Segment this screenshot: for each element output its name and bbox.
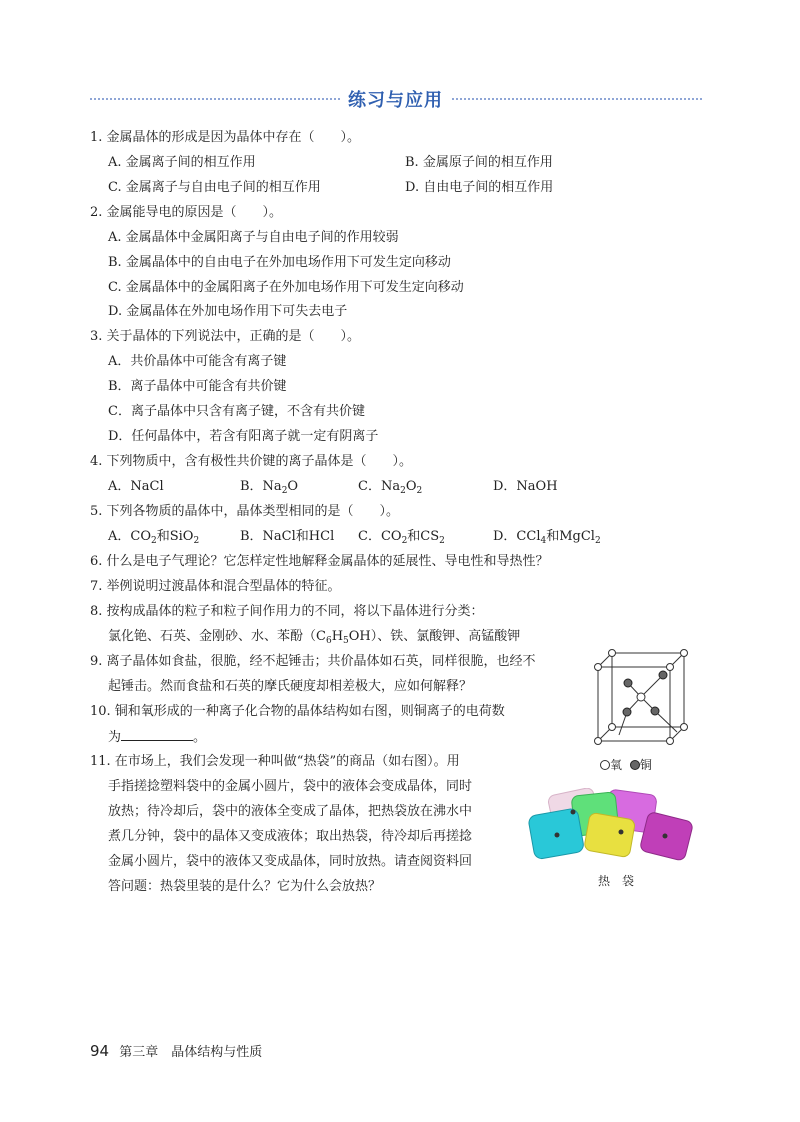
header-dotted-rule-left <box>90 98 340 100</box>
q3-option-b: B．离子晶体中可能含有共价键 <box>108 379 287 394</box>
legend-copper-label: 铜 <box>639 758 652 772</box>
page-footer <box>90 1041 262 1060</box>
q11-line-1: 11. 在市场上，我们会发现一种叫做“热袋”的商品（如右图）。用 <box>90 754 460 769</box>
q11-line-5: 金属小圆片，袋中的液体又变成晶体，同时放热。请查阅资料回 <box>108 854 473 869</box>
q1-option-a: A. 金属离子间的相互作用 <box>108 155 256 170</box>
q11-line-2: 手指搓捻塑料袋中的金属小圆片，袋中的液体会变成晶体，同时 <box>108 779 473 794</box>
q2-option-b: B. 金属晶体中的自由电子在外加电场作用下可发生定向移动 <box>108 255 451 270</box>
q1-option-d: D. 自由电子间的相互作用 <box>405 180 554 195</box>
q10-line-2: 为 。 <box>108 730 207 745</box>
q5-option-b: B．NaCl和HCl <box>240 529 335 544</box>
heat-bags-figure <box>525 788 715 888</box>
q3-option-d: D．任何晶体中，若含有阳离子就一定有阴离子 <box>108 429 379 444</box>
section-title: 练习与应用 <box>348 90 443 111</box>
q2-stem: 2. 金属能导电的原因是（ ）。 <box>90 205 283 220</box>
q8-stem: 8. 按构成晶体的粒子和粒子间作用力的不同，将以下晶体进行分类： <box>90 604 484 619</box>
crystal-structure-figure <box>575 640 695 780</box>
q3-option-c: C．离子晶体中只含有离子键，不含有共价键 <box>108 404 365 419</box>
q5-option-c: C．$CO_2$和$CS_2$ <box>358 529 445 546</box>
q10-line-1: 10. 铜和氧形成的一种离子化合物的晶体结构如右图，则铜离子的电荷数 <box>90 704 505 719</box>
crystal-legend <box>600 756 652 773</box>
answer-blank <box>121 728 193 741</box>
q1-stem: 1. 金属晶体的形成是因为晶体中存在（ ）。 <box>90 130 361 145</box>
q4-stem: 4. 下列物质中，含有极性共价键的离子晶体是（ ）。 <box>90 454 413 469</box>
q4-option-b: B．$Na_2O$ <box>240 479 299 496</box>
chapter-title: 第三章 晶体结构与性质 <box>119 1045 263 1060</box>
q5-stem: 5. 下列各物质的晶体中，晶体类型相同的是（ ）。 <box>90 504 400 519</box>
q3-option-a: A．共价晶体中可能含有离子键 <box>108 354 287 369</box>
heat-bags-photo <box>525 788 715 870</box>
q7-text: 7. 举例说明过渡晶体和混合型晶体的特征。 <box>90 579 341 594</box>
q6-text: 6. 什么是电子气理论？它怎样定性地解释金属晶体的延展性、导电性和导热性？ <box>90 554 549 569</box>
q1-option-b: B. 金属原子间的相互作用 <box>405 155 553 170</box>
q8-substances: 氯化铯、石英、金刚砂、水、苯酚$(C_6H_5OH)$、铁、氯酸钾、高锰酸钾 <box>108 629 521 646</box>
q5-option-d: D．CCl$_4$和MgCl$_2$ <box>493 529 601 546</box>
q4-option-d: D．NaOH <box>493 479 558 494</box>
q11-line-6: 答问题：热袋里装的是什么？它为什么会放热？ <box>108 879 382 894</box>
q11-line-3: 放热；待冷却后，袋中的液体全变成了晶体，把热袋放在沸水中 <box>108 804 473 819</box>
q2-option-a: A. 金属晶体中金属阳离子与自由电子间的作用较弱 <box>108 230 399 245</box>
copper-marker-icon <box>630 760 640 770</box>
legend-oxygen-label: 氧 <box>610 758 623 772</box>
q2-option-d: D. 金属晶体在外加电场作用下可失去电子 <box>108 304 348 319</box>
page-number: 94 <box>90 1042 110 1060</box>
q1-option-c: C. 金属离子与自由电子间的相互作用 <box>108 180 321 195</box>
q9-line-1: 9. 离子晶体如食盐，很脆，经不起锤击；共价晶体如石英，同样很脆，也经不 <box>90 654 536 669</box>
q3-stem: 3. 关于晶体的下列说法中，正确的是（ ）。 <box>90 329 361 344</box>
q4-option-a: A．NaCl <box>108 479 164 494</box>
heat-bags-caption: 热 袋 <box>598 874 635 888</box>
q4-option-c: C．$Na_2O_2$ <box>358 479 423 496</box>
q2-option-c: C. 金属晶体中的金属阳离子在外加电场作用下可发生定向移动 <box>108 280 464 295</box>
q5-option-a: A．$CO_2$和SiO$_2$ <box>108 529 200 546</box>
header-dotted-rule-right <box>452 98 702 100</box>
oxygen-marker-icon <box>600 760 610 770</box>
q9-line-2: 起锤击。然而食盐和石英的摩氏硬度却相差极大，应如何解释？ <box>108 679 473 694</box>
q11-line-4: 煮几分钟，袋中的晶体又变成液体；取出热袋，待冷却后再搓捻 <box>108 829 473 844</box>
